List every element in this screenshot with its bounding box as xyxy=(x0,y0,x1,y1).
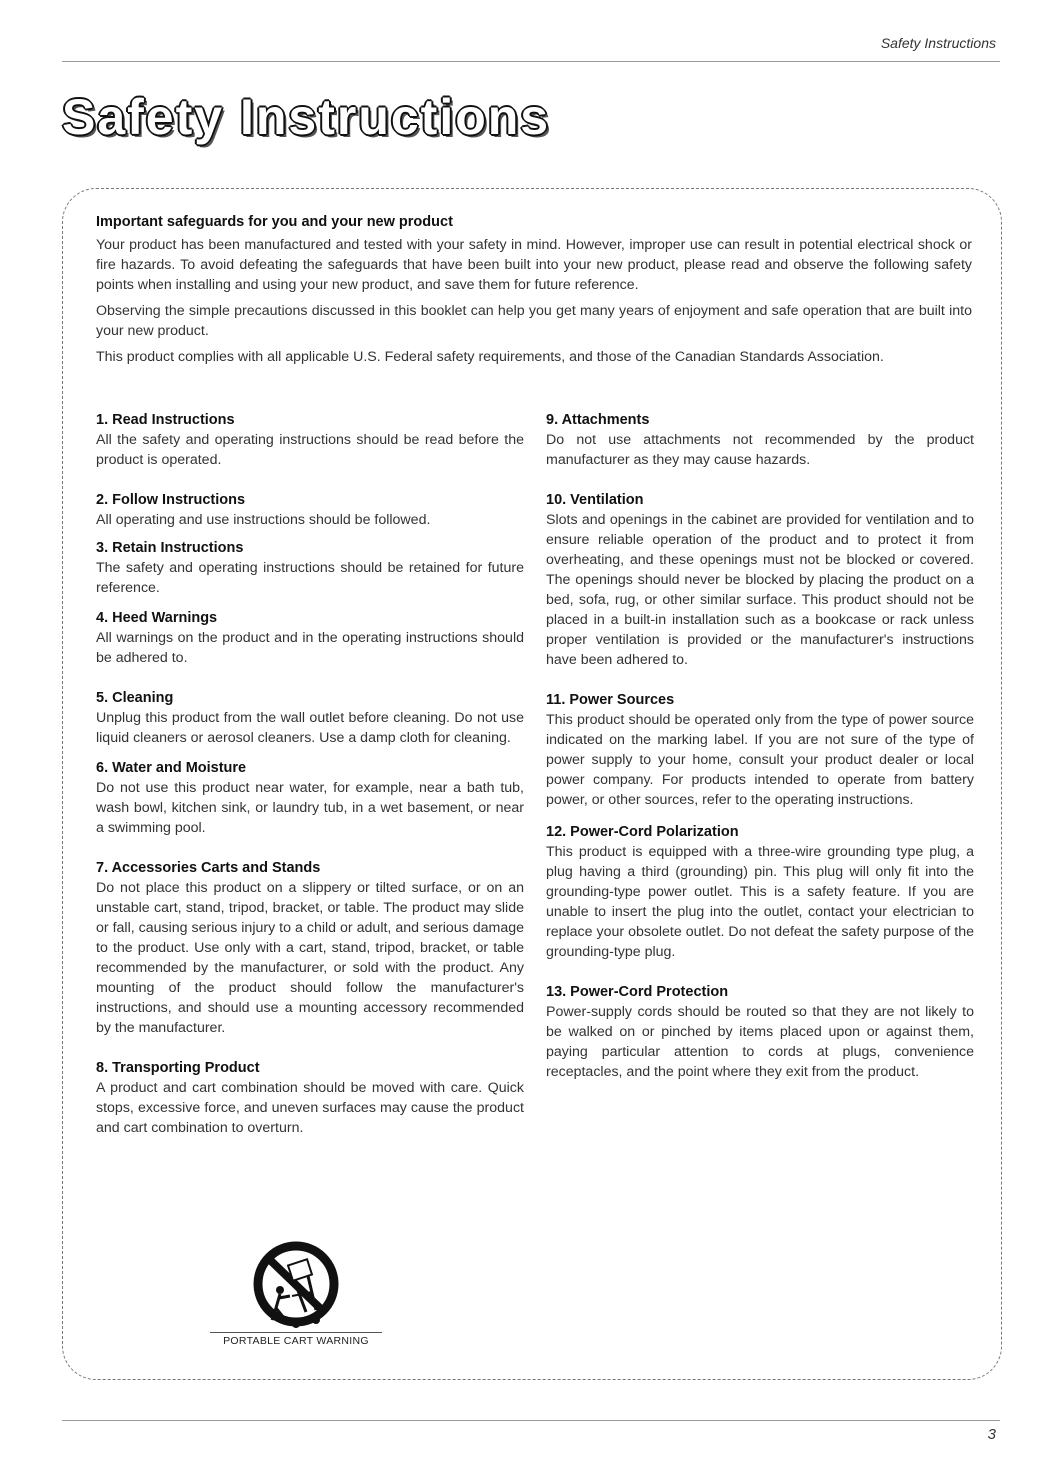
instruction-text: This product should be operated only from the type of power source indicated on the marking label. If you are not sure of the type of power supply to your home, consult your product dealer or local power company. For products intended to operate from battery power, or other sources, refer to the operating instructions. xyxy=(546,712,974,808)
instruction-item xyxy=(546,822,974,962)
right-column xyxy=(546,410,974,1158)
instruction-text: All operating and use instructions should be followed. xyxy=(96,512,431,528)
instruction-text: All the safety and operating instructions should be read before the product is operated. xyxy=(96,432,524,468)
instruction-title: 13. Power-Cord Protection xyxy=(546,984,729,1000)
portable-cart-warning xyxy=(210,1240,382,1347)
instruction-title: 4. Heed Warnings xyxy=(96,610,218,626)
instruction-title: 7. Accessories Carts and Stands xyxy=(96,860,321,876)
instruction-title: 9. Attachments xyxy=(546,412,650,428)
instruction-text: The safety and operating instructions should be retained for future reference. xyxy=(96,560,524,596)
instruction-item xyxy=(96,758,524,838)
instruction-text: Unplug this product from the wall outlet before cleaning. Do not use liquid cleaners or aerosol cleaners. Use a damp cloth for cleaning. xyxy=(96,710,524,746)
instruction-item xyxy=(96,538,524,598)
instruction-text: Do not use this product near water, for example, near a bath tub, wash bowl, kitchen sink, or laundry tub, in a wet basement, or near a swimming pool. xyxy=(96,780,524,836)
intro-paragraph: This product complies with all applicable U.S. Federal safety requirements, and those of the Canadian Standards Association. xyxy=(96,349,884,365)
instruction-item xyxy=(96,688,524,748)
instruction-item xyxy=(96,1058,524,1138)
instruction-title: 2. Follow Instructions xyxy=(96,492,246,508)
instruction-title: 1. Read Instructions xyxy=(96,412,235,428)
instruction-title: 10. Ventilation xyxy=(546,492,644,508)
instruction-item xyxy=(96,410,524,470)
instruction-item xyxy=(96,858,524,1038)
instruction-title: 11. Power Sources xyxy=(546,692,675,708)
cart-caption: PORTABLE CART WARNING xyxy=(223,1335,369,1347)
running-head: Safety Instructions xyxy=(880,35,996,51)
intro-paragraph: Your product has been manufactured and tested with your safety in mind. However, improper use can result in potential electrical shock or fire hazards. To avoid defeating the safeguards that have been built into your new product, please read and observe the following safety points when installing and using your new product, and save them for future reference. xyxy=(96,237,972,293)
instruction-item xyxy=(546,490,974,670)
intro-heading: Important safeguards for you and your new product xyxy=(96,214,453,230)
instruction-title: 8. Transporting Product xyxy=(96,1060,260,1076)
page-title-text: Safety Instructions xyxy=(62,89,551,145)
instruction-text: Do not use attachments not recommended by the product manufacturer as they may cause hazards. xyxy=(546,432,974,468)
bottom-divider xyxy=(62,1420,1000,1421)
page-title xyxy=(62,88,550,146)
instruction-text: Slots and openings in the cabinet are provided for ventilation and to ensure reliable operation of the product and to protect it from overheating, and these openings must not be blocked or covered. The openings should never be blocked by placing the product on a bed, sofa, rug, or other similar surface. This product should not be placed in a built-in installation such as a bookcase or rack unless proper ventilation is provided or the manufacturer's instructions have been adhered to. xyxy=(546,512,974,668)
instruction-text: All warnings on the product and in the operating instructions should be adhered to. xyxy=(96,630,524,666)
instruction-item xyxy=(546,690,974,810)
intro-section xyxy=(96,214,972,373)
instruction-item xyxy=(96,490,524,530)
instruction-title: 5. Cleaning xyxy=(96,690,174,706)
instruction-text: Do not place this product on a slippery or tilted surface, or on an unstable cart, stand, tripod, bracket, or table. The product may slide or fall, causing serious injury to a child or adult, and serious damage to the product. Use only with a cart, stand, tripod, bracket, or table recommended by the manufacturer, or sold with the product. Any mounting of the product should follow the manufacturer's instructions, and should use a mounting accessory recommended by the manufacturer. xyxy=(96,880,524,1036)
instruction-item xyxy=(546,410,974,470)
instruction-title: 6. Water and Moisture xyxy=(96,760,247,776)
instruction-title: 3. Retain Instructions xyxy=(96,540,244,556)
instruction-text: A product and cart combination should be moved with care. Quick stops, excessive force, and uneven surfaces may cause the product and cart combination to overturn. xyxy=(96,1080,524,1136)
instruction-item xyxy=(546,982,974,1082)
top-divider xyxy=(62,61,1000,62)
instructions-columns xyxy=(96,410,974,1158)
instruction-title: 12. Power-Cord Polarization xyxy=(546,824,739,840)
intro-paragraph: Observing the simple precautions discussed in this booklet can help you get many years of enjoyment and safe operation that are built into your new product. xyxy=(96,303,972,339)
page-number: 3 xyxy=(987,1426,996,1443)
left-column xyxy=(96,410,524,1158)
instruction-text: Power-supply cords should be routed so that they are not likely to be walked on or pinched by items placed upon or against them, paying particular attention to cords at plugs, convenience receptacles, and the point where they exit from the product. xyxy=(546,1004,974,1080)
instruction-item xyxy=(96,608,524,668)
portable-cart-warning-icon xyxy=(246,1240,346,1332)
instruction-text: This product is equipped with a three-wire grounding type plug, a plug having a third (grounding) pin. This plug will only fit into the grounding-type power outlet. This is a safety feature. If you are unable to insert the plug into the outlet, contact your electrician to replace your obsolete outlet. Do not defeat the safety purpose of the grounding-type plug. xyxy=(546,844,974,960)
cart-caption-rule xyxy=(210,1332,382,1333)
